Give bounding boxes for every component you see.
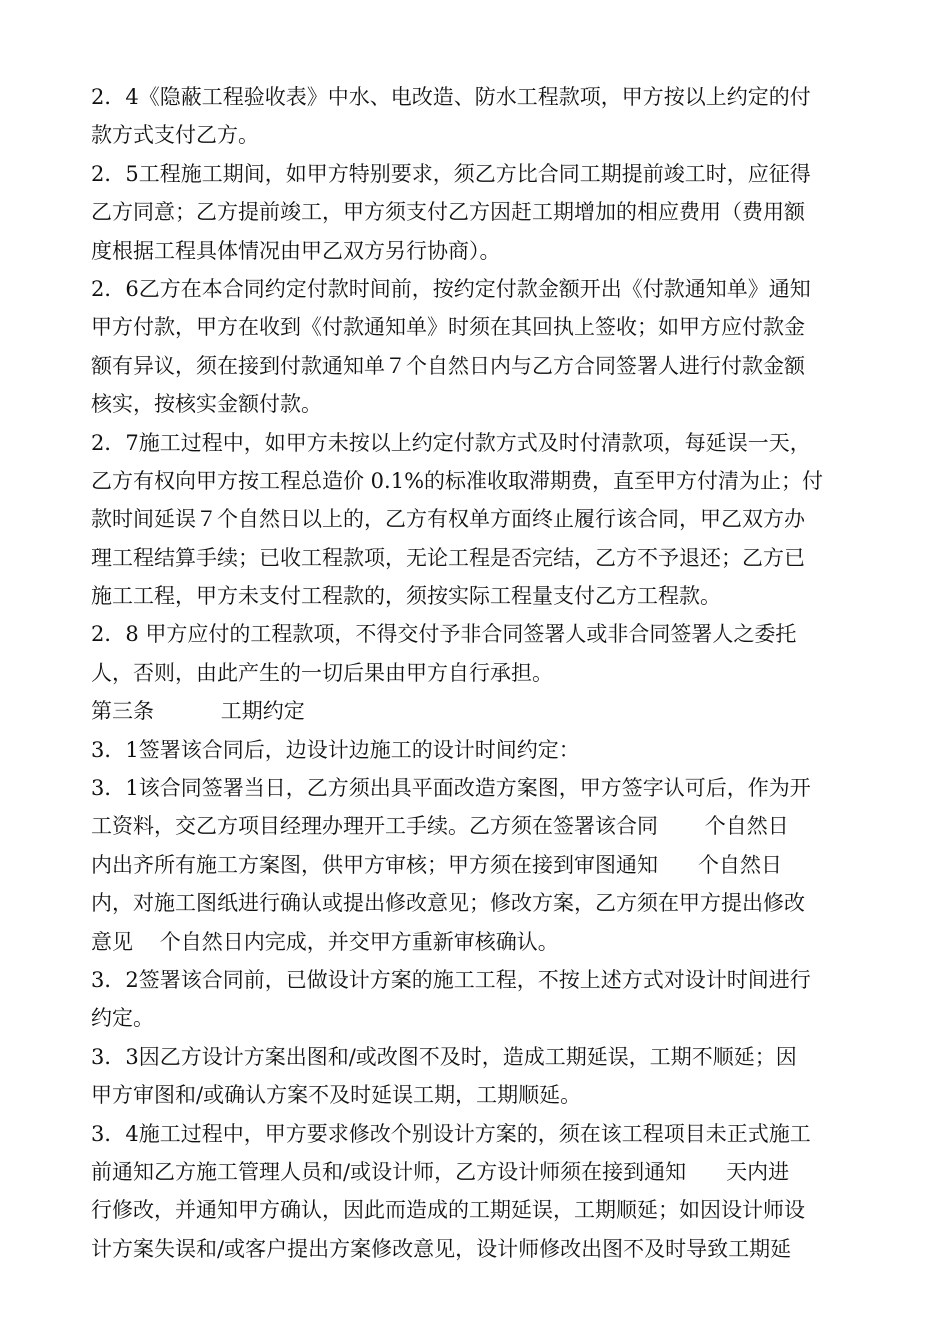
text-line-29: 前通知乙方施工管理人员和/或设计师，乙方设计师须在接到通知 天内进	[91, 1159, 790, 1184]
section-heading: 第三条 工期约定	[91, 699, 305, 724]
contract-text-body	[91, 78, 866, 1268]
text-line-10: 2．7施工过程中，如甲方未按以上约定付款方式及时付清款项，每延误一天，	[91, 430, 811, 455]
text-line-2: 款方式支付乙方。	[91, 123, 259, 148]
text-line-28: 3．4施工过程中，甲方要求修改个别设计方案的，须在该工程项目未正式施工	[91, 1121, 811, 1146]
text-line-27: 甲方审图和/或确认方案不及时延误工期，工期顺延。	[91, 1083, 582, 1108]
text-line-22: 内，对施工图纸进行确认或提出修改意见；修改方案，乙方须在甲方提出修改	[91, 891, 805, 916]
text-line-6: 2．6乙方在本合同约定付款时间前，按约定付款金额开出《付款通知单》通知	[91, 276, 811, 301]
text-line-18: 3．1签署该合同后，边设计边施工的设计时间约定：	[91, 737, 580, 762]
text-line-14: 施工工程，甲方未支付工程款的，须按实际工程量支付乙方工程款。	[91, 584, 721, 609]
text-line-13: 理工程结算手续；已收工程款项，无论工程是否完结，乙方不予退还；乙方已	[91, 545, 805, 570]
text-line-24: 3．2签署该合同前，已做设计方案的施工工程，不按上述方式对设计时间进行	[91, 967, 811, 992]
text-line-5: 度根据工程具体情况由甲乙双方另行协商）。	[91, 238, 501, 263]
text-line-4: 乙方同意；乙方提前竣工，甲方须支付乙方因赶工期增加的相应费用（费用额	[91, 200, 805, 225]
text-line-26: 3．3因乙方设计方案出图和/或改图不及时，造成工期延误，工期不顺延；因	[91, 1044, 797, 1069]
text-line-30: 行修改，并通知甲方确认，因此而造成的工期延误，工期顺延；如因设计师设	[91, 1198, 805, 1223]
text-line-1: 2．4《隐蔽工程验收表》中水、电改造、防水工程款项，甲方按以上约定的付	[91, 85, 811, 109]
text-line-16: 人，否则，由此产生的一切后果由甲方自行承担。	[91, 660, 553, 685]
text-line-11: 乙方有权向甲方按工程总造价 0.1%的标准收取滞期费，直至甲方付清为止；付	[91, 468, 824, 493]
text-line-31: 计方案失误和/或客户提出方案修改意见，设计师修改出图不及时导致工期延	[91, 1236, 792, 1261]
text-line-20: 工资料，交乙方项目经理办理开工手续。乙方须在签署该合同 个自然日	[91, 814, 789, 839]
text-line-19: 3．1该合同签署当日，乙方须出具平面改造方案图，甲方签字认可后，作为开	[91, 776, 811, 801]
text-line-21: 内出齐所有施工方案图，供甲方审核；甲方须在接到审图通知 个自然日	[91, 852, 783, 877]
text-line-12: 款时间延误７个自然日以上的，乙方有权单方面终止履行该合同，甲乙双方办	[91, 507, 805, 532]
text-line-15: 2．8 甲方应付的工程款项，不得交付予非合同签署人或非合同签署人之委托	[91, 622, 797, 647]
text-line-25: 约定。	[91, 1006, 154, 1031]
text-line-23: 意见 个自然日内完成，并交甲方重新审核确认。	[91, 929, 559, 954]
text-line-9: 核实，按核实金额付款。	[91, 392, 322, 417]
text-line-8: 额有异议，须在接到付款通知单７个自然日内与乙方合同签署人进行付款金额	[91, 353, 805, 378]
text-line-3: 2．5工程施工期间，如甲方特别要求，须乙方比合同工期提前竣工时，应征得	[91, 161, 811, 186]
text-line-7: 甲方付款，甲方在收到《付款通知单》时须在其回执上签收；如甲方应付款金	[91, 315, 805, 340]
